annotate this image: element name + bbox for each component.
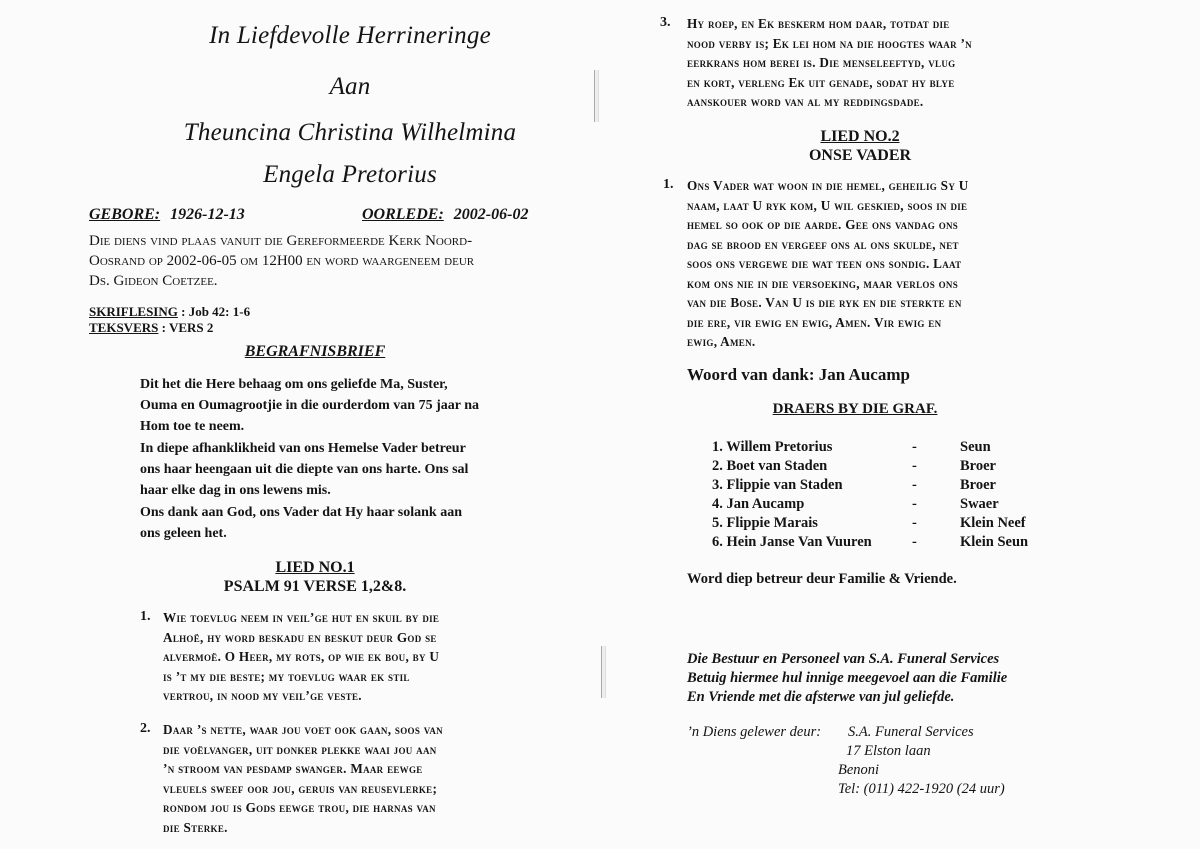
verse-2-number: 2. <box>140 721 151 736</box>
letter-paragraph-3 <box>140 502 560 544</box>
verse-line: ’n stroom van pesdamp swanger. Maar eewge <box>163 761 423 776</box>
born-label: GEBORE: <box>89 206 161 223</box>
verse-line: alvermoë. O Heer, my rots, op wie ek bou, by U <box>163 649 440 664</box>
bearer-relation: Seun <box>960 439 991 455</box>
bearer-row <box>712 438 1028 457</box>
bearer-dash: - <box>912 477 917 493</box>
deceased-name-line-1: Theuncina Christina Wilhelmina <box>183 119 517 146</box>
verse-line: en kort, verleng Ek uit genade, sodat hy blye <box>687 74 955 90</box>
verse-line: die Sterke. <box>163 819 228 835</box>
prayer-line: hemel so ook op die aarde. Gee ons vandag ons <box>687 217 959 232</box>
prayer-line: naam, laat U ryk kom, U wil geskied, soos in die <box>687 197 968 213</box>
letter-heading: BEGRAFNISBRIEF <box>244 343 386 360</box>
title-line-2: Aan <box>329 73 371 100</box>
bearer-relation: Klein Neef <box>960 515 1026 531</box>
born-row <box>89 206 245 224</box>
born-date: 1926-12-13 <box>170 206 245 223</box>
died-label: OORLEDE: <box>362 206 444 223</box>
bearer-relation: Swaer <box>960 496 999 512</box>
prayer-line: die ere, vir ewig en ewig, Amen. Vir ewig en <box>687 314 942 330</box>
address-line: 17 Elston laan <box>846 743 931 759</box>
verse-line: aanskouer word van al my reddingsdade. <box>687 94 924 109</box>
verse-line: rondom jou is Gods eewge trou, die harnas van <box>163 800 436 815</box>
bearer-dash: - <box>912 496 917 512</box>
prayer-line: dag se brood en vergeef ons al ons skulde, net <box>687 236 959 252</box>
letter-line: ons geleen het. <box>140 526 227 541</box>
verse-1-number: 1. <box>140 609 151 624</box>
bearer-row <box>712 457 1028 476</box>
service-line: Oosrand op 2002-06-05 om 12H00 en word waargeneem deur <box>89 253 475 269</box>
readings <box>89 304 250 336</box>
prayer-line: soos ons vergewe die wat teen ons sondig. Laat <box>687 256 962 271</box>
bearer-relation: Klein Seun <box>960 534 1029 550</box>
verse-line: die voëlvanger, uit donker plekke waai jou aan <box>163 741 437 757</box>
fold-mark <box>594 70 599 122</box>
condolence-message <box>687 650 1007 707</box>
service-notice <box>89 231 474 291</box>
verse-line: Wie toevlug neem in veil’ge hut en skuil by die <box>163 610 440 625</box>
condolence-line: Die Bestuur en Personeel van S.A. Funeral Services <box>687 651 1000 667</box>
letter-line: Ons dank aan God, ons Vader dat Hy haar solank aan <box>140 505 462 520</box>
verse-line: vleuels sweef oor jou, geruis van reusevlerke; <box>163 780 438 796</box>
bearer-row <box>712 476 1028 495</box>
verse-line: eerkrans hom berei is. Die menseleeftyd, vlug <box>687 55 956 70</box>
prayer-line: ewig, Amen. <box>687 334 756 349</box>
song-1-subheading: PSALM 91 VERSE 1,2&8. <box>223 578 407 595</box>
bearer-dash: - <box>912 534 917 550</box>
verse-line: Hy roep, en Ek beskerm hom daar, totdat die <box>687 16 950 31</box>
bearer-name: 5. Flippie Marais <box>712 515 818 531</box>
words-of-thanks: Woord van dank: Jan Aucamp <box>687 365 910 384</box>
reading-value: : Job 42: 1-6 <box>181 304 251 319</box>
died-row <box>362 206 528 224</box>
verse-line: Daar ’s nette, waar jou voet ook gaan, soos van <box>163 722 443 737</box>
verse-line: nood verby is; Ek lei hom na die hoogtes waar ’n <box>687 35 972 51</box>
letter-paragraph-1 <box>140 374 560 437</box>
letter-line: Ouma en Oumagrootjie in die ourderdom van 75 jaar na <box>140 398 479 413</box>
verse-3-number: 3. <box>660 15 671 30</box>
bearer-name: 6. Hein Janse Van Vuuren <box>712 534 872 550</box>
died-date: 2002-06-02 <box>453 206 529 223</box>
text-verse-label: TEKSVERS <box>89 320 159 335</box>
letter-line: Dit het die Here behaag om ons geliefde Ma, Suster, <box>140 377 448 392</box>
verse-line: vertrou, in nood my veil’ge veste. <box>163 688 362 703</box>
bearer-row <box>712 533 1028 552</box>
address-line: Benoni <box>838 762 880 778</box>
service-by-label: ’n Diens gelewer deur: <box>687 724 822 740</box>
prayer-line: kom ons nie in die versoeking, maar verlos ons <box>687 275 959 291</box>
reading-label: SKRIFLESING <box>89 304 178 319</box>
letter-line: Hom toe te neem. <box>140 419 245 434</box>
bearer-dash: - <box>912 515 917 531</box>
song-1-heading: LIED NO.1 <box>275 559 355 576</box>
text-verse-value: : VERS 2 <box>161 320 214 335</box>
telephone: Tel: (011) 422-1920 (24 uur) <box>838 781 1005 797</box>
service-line: Die diens vind plaas vanuit die Gereformeerde Kerk Noord- <box>89 233 473 249</box>
verse-line: is ’t my die beste; my toevlug waar ek stil <box>163 668 410 684</box>
bearer-name: 2. Boet van Staden <box>712 458 828 474</box>
bearer-name: 3. Flippie van Staden <box>712 477 843 493</box>
verse-1 <box>163 608 553 706</box>
lords-prayer <box>687 176 1077 352</box>
bearer-name: 4. Jan Aucamp <box>712 496 805 512</box>
prayer-line: Ons Vader wat woon in die hemel, geheilig Sy U <box>687 178 969 193</box>
title-line-1: In Liefdevolle Herrineringe <box>209 22 491 49</box>
bearer-dash: - <box>912 439 917 455</box>
bearers-heading: DRAERS BY DIE GRAF. <box>772 401 938 417</box>
bearer-relation: Broer <box>960 477 996 493</box>
bearer-dash: - <box>912 458 917 474</box>
deceased-name-line-2: Engela Pretorius <box>263 161 437 188</box>
bearer-row <box>712 514 1028 533</box>
song-2-heading: LIED NO.2 <box>820 128 900 145</box>
bearer-name: 1. Willem Pretorius <box>712 439 833 455</box>
letter-line: haar elke dag in ons lewens mis. <box>140 483 331 498</box>
song-2-subheading: ONSE VADER <box>808 147 912 164</box>
bearer-relation: Broer <box>960 458 996 474</box>
verse-line: Alhoë, hy word beskadu en beskut deur God se <box>163 629 437 645</box>
prayer-line: van die Bose. Van U is die ryk en die sterkte en <box>687 295 962 310</box>
letter-line: ons haar heengaan uit die diepte van ons harte. Ons sal <box>140 462 469 477</box>
bearers-table <box>712 438 1028 552</box>
service-by-company: S.A. Funeral Services <box>848 724 974 740</box>
verse-3 <box>687 14 1067 112</box>
prayer-number: 1. <box>663 177 674 192</box>
letter-paragraph-2 <box>140 438 560 501</box>
bearer-row <box>712 495 1028 514</box>
condolence-line: En Vriende met die afsterwe van jul geliefde. <box>687 689 955 705</box>
verse-2 <box>163 720 558 837</box>
fold-mark <box>601 646 606 698</box>
service-line: Ds. Gideon Coetzee. <box>89 273 218 289</box>
condolence-line: Betuig hiermee hul innige meegevoel aan die Familie <box>687 670 1008 686</box>
letter-line: In diepe afhanklikheid van ons Hemelse Vader betreur <box>140 441 466 456</box>
mourn-line: Word diep betreur deur Familie & Vriende. <box>687 571 957 587</box>
